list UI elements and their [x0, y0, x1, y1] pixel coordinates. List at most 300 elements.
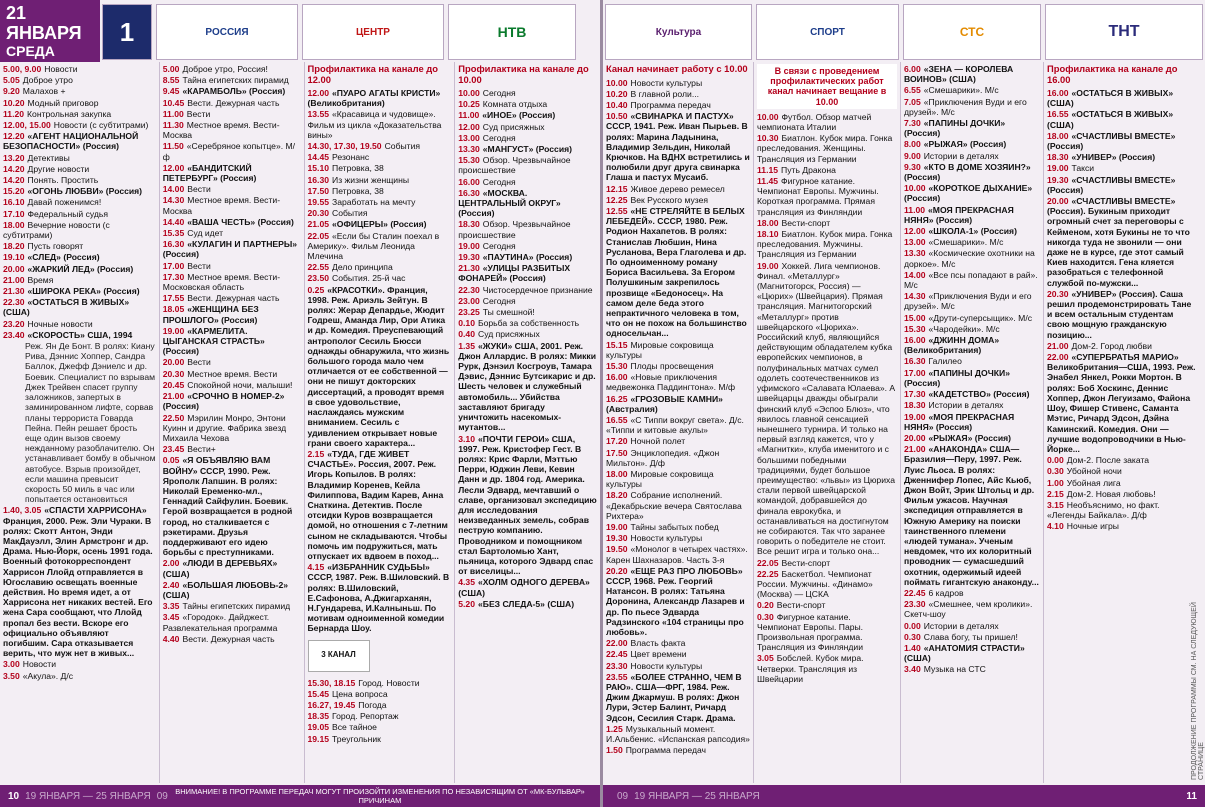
entry-title: «Городок». Дайджест. Развлекательная программа — [162, 612, 278, 633]
entry-title: Новости (с субтитрами) — [53, 120, 149, 131]
channel-logo-row-right — [603, 0, 1205, 62]
entry-time: 15.30 — [606, 360, 628, 371]
schedule-entry — [458, 263, 597, 283]
left-columns — [0, 62, 600, 783]
schedule-entry — [757, 653, 897, 684]
entry-time: 9.30 — [904, 161, 921, 172]
entry-time: 14.20 — [3, 175, 25, 186]
entry-time: 11.30 — [162, 120, 184, 131]
entry-title: Город. Новости — [358, 677, 420, 688]
schedule-entry — [1047, 489, 1197, 499]
schedule-entry — [3, 297, 156, 317]
schedule-entry — [606, 490, 750, 521]
entry-time: 2.15 — [1047, 488, 1064, 499]
col-kultura — [603, 62, 754, 783]
schedule-entry — [308, 186, 452, 196]
entry-time: 20.20 — [606, 565, 628, 576]
schedule-entry — [163, 612, 301, 632]
schedule-entry — [904, 400, 1040, 410]
schedule-entry — [904, 335, 1040, 355]
entry-title: «НЕ СТРЕЛЯЙТЕ В БЕЛЫХ ЛЕБЕДЕЙ». СССР, 1980. Реж. Родион Нахапетов. В ролях: Станислав Любшин, Нина Русланова, Вера Глаголева и др. По одноименному роману Бориса Васильева. За Егором Полушкиным закрепилось прозвище «Бедоносец». На самом деле беда этого непрактичного человека в том, что он не похож на большинство односельчан... — [606, 205, 747, 339]
entry-time: 23.20 — [3, 318, 25, 329]
schedule-entry — [458, 329, 597, 339]
left-footer-year: 09 — [156, 790, 168, 802]
entry-time: 18.30 — [1047, 152, 1069, 163]
entry-time: 23.25 — [458, 307, 480, 318]
entry-title: Из жизни женщины — [332, 174, 410, 185]
schedule-entry — [458, 88, 597, 98]
schedule-entry — [3, 86, 156, 96]
entry-title: Ночные игры — [1066, 521, 1119, 532]
continuation-note: ПРОДОЛЖЕНИЕ ПРОГРАММЫ СМ. НА СЛЕДУЮЩЕЙ СТРАНИЦЕ — [1191, 602, 1205, 780]
entry-title: Дом-2. Новая любовь! — [1066, 488, 1156, 499]
schedule-entry — [1047, 341, 1197, 351]
schedule-entry — [606, 638, 750, 648]
entry-title: «ШИРОКА РЕКА» (Россия) — [27, 286, 140, 297]
entry-title: «СКОРОСТЬ» США, 1994 — [27, 329, 133, 340]
entry-title: «ГРОЗОВЫЕ КАМНИ» (Австралия) — [606, 393, 723, 414]
schedule-entry — [308, 109, 452, 140]
schedule-entry — [458, 434, 597, 577]
entry-title: Вести-спорт — [781, 217, 831, 228]
entry-time: 0.20 — [757, 600, 774, 611]
left-footer-dates: 19 ЯНВАРЯ — 25 ЯНВАРЯ — [25, 790, 151, 802]
entry-title: Спокойной ночи, малыши! — [187, 379, 293, 390]
entry-time: 6.00 — [904, 64, 921, 74]
entry-title: «ЗЕНА — КОРОЛЕВА ВОИНОВ» (США) — [904, 64, 1014, 85]
entry-time: 3.40 — [904, 664, 921, 675]
entry-time: 16.55 — [1047, 109, 1069, 120]
entry-title: «МОЯ ПРЕКРАСНАЯ НЯНЯ» (Россия) — [904, 411, 1015, 432]
entry-time: 5.00 — [162, 64, 180, 74]
sport-logo: СПОРТ — [756, 4, 899, 60]
entry-time: 1.35 — [458, 340, 475, 351]
entry-time: 21.30 — [458, 263, 480, 274]
entry-title: «ВАША ЧЕСТЬ» (Россия) — [187, 216, 294, 227]
schedule-entry — [458, 285, 597, 295]
schedule-entry — [458, 241, 597, 251]
entry-time: 22.05 — [307, 230, 330, 241]
channel-logo-row — [0, 0, 600, 62]
entry-time: 10.20 — [3, 97, 25, 108]
schedule-entry — [3, 131, 156, 151]
entry-time: 17.00 — [904, 367, 926, 378]
entry-time: 13.55 — [307, 109, 330, 120]
schedule-entry — [606, 661, 750, 671]
entry-time: 12.00 — [904, 226, 926, 237]
entry-title: Доброе утро, Россия! — [182, 64, 268, 74]
schedule-entry — [1047, 163, 1197, 173]
entry-title: «Все псы попадают в рай». М/с — [904, 269, 1038, 291]
schedule-entry — [904, 588, 1040, 598]
schedule-entry — [904, 151, 1040, 161]
entry-title: Хоккей. Лига чемпионов. Финал. «Металлург» (Магнитогорск, Россия) — «Цюрих» (Швейцария). Прямая трансляция. Магнитогорский «Металлург» против швейцарского «Цюриха». Российский клуб, являющийся действующим обладателем кубка европейских чемпионов, в полуфинальных матчах сумел одолеть соотечественников из уфимского «Салавата Юлаева». А швейцарцы дважды обыграли финский клуб «Эспоо Блюз», что явилось главной сенсацией нынешнего турнира. И только на первый взгляд кажется, что у «Магнитки», клуба именитого и с большими победными традициями, будет большое преимущество: «львы» из Цюриха стали первой швейцарской командой, добравшейся до финала еврокубка, и останавливаться на достигнутом не собираются. Так что заранее говорить о победителе не стоит. Все решит игра и только она... — [757, 260, 896, 557]
schedule-entry — [904, 313, 1040, 323]
entry-title: Бобслей. Кубок мира. Четверки. Трансляция из Швейцарии — [757, 653, 864, 684]
schedule-entry — [904, 621, 1040, 631]
entry-title: «ОСТАТЬСЯ В ЖИВЫХ» (США) — [1047, 88, 1174, 109]
schedule-entry — [606, 111, 750, 182]
schedule-entry — [163, 184, 301, 194]
schedule-entry — [1047, 289, 1197, 340]
entry-title: Местное время. Вести-Москва — [162, 120, 280, 141]
entry-title: Город. Репортаж — [332, 711, 399, 722]
entry-title: Живое дерево ремесел — [630, 183, 725, 194]
entry-title: «ОГОНЬ ЛЮБВИ» (Россия) — [27, 186, 143, 197]
schedule-entry — [757, 229, 897, 260]
k3-logo: 3 КАНАЛ — [308, 640, 370, 672]
schedule-entry — [904, 237, 1040, 247]
entry-title: Новости культуры — [630, 77, 703, 88]
entry-title: 6 кадров — [928, 587, 964, 598]
schedule-entry — [1047, 478, 1197, 488]
entry-title: «СЧАСТЛИВЫ ВМЕСТЕ» (Россия) — [1047, 174, 1176, 195]
entry-title: Местное время. Вести — [187, 368, 278, 379]
entry-title: Фигурное катание. Чемпионат Европы. Пары. Произвольная программа. Трансляция из Финляндии — [757, 611, 864, 653]
schedule-entry — [3, 241, 156, 251]
schedule-entry — [308, 285, 452, 448]
entry-time: 1.00 — [1047, 477, 1064, 488]
entry-time: 15.10 — [307, 163, 330, 174]
schedule-entry — [3, 252, 156, 262]
entry-time: 13.30 — [904, 248, 926, 259]
schedule-entry — [458, 144, 597, 154]
entry-time: 13.00 — [458, 132, 480, 143]
entry-title: «ШКОЛА-1» (Россия) — [928, 226, 1017, 237]
entry-title: Суд присяжных — [482, 121, 545, 132]
russia-logo: РОССИЯ — [156, 4, 298, 60]
schedule-entry — [606, 78, 750, 88]
entry-title: Обзор. Чрезвычайное происшествие — [458, 219, 571, 240]
entry-title: Вести — [187, 260, 211, 271]
entry-time: 12.00 — [162, 162, 185, 173]
entry-time: 7.05 — [904, 96, 921, 107]
schedule-entry — [308, 208, 452, 218]
entry-time: 14.45 — [307, 152, 330, 163]
entry-title: «СЧАСТЛИВЫ ВМЕСТЕ» (Россия). Букиным приходит огромный счет за переговоры с Кейменом, хотя Букины не то что никогда туда не звонили — они даже не в курсе, где этот самый Киев находится. Гена кляется разобраться с телефонной службой по-мужски... — [1047, 196, 1190, 288]
entry-time: 23.45 — [162, 444, 185, 455]
entry-title: Резонанс — [332, 152, 370, 163]
schedule-entry — [163, 304, 301, 324]
schedule-entry — [904, 97, 1040, 117]
entry-time: 5.00, 9.00 — [3, 64, 42, 74]
ntv-logo: НТВ — [448, 4, 576, 60]
schedule-entry — [308, 88, 452, 108]
entry-time: 17.20 — [606, 436, 628, 447]
entry-title: «ОСТАТЬСЯ В ЖИВЫХ» (США) — [1047, 109, 1174, 130]
entry-title: «Смешнее, чем кролики». Скетч-шоу — [904, 599, 1033, 620]
entry-title: Сегодня — [482, 240, 516, 251]
schedule-entry — [3, 175, 156, 185]
entry-title: Истории в деталях — [923, 150, 999, 161]
entry-time: 12.55 — [606, 205, 628, 216]
schedule-entry — [308, 197, 452, 207]
entry-title: «УНИВЕР» (Россия) — [1071, 152, 1156, 163]
schedule-entry — [163, 163, 301, 183]
schedule-entry — [163, 239, 301, 259]
entry-title: Путь Дракона — [781, 164, 836, 175]
entry-title: «УНИВЕР» (Россия). Саша решил продемонстрировать Тане и всем остальным студентам свою мощную гражданскую позицию... — [1047, 288, 1192, 340]
entry-title: «ХОЛМ ОДНОГО ДЕРЕВА» (США) — [458, 577, 590, 598]
entry-time: 6.55 — [904, 85, 921, 96]
entry-title: Сегодня — [482, 88, 516, 98]
entry-time: 10.30 — [757, 133, 779, 144]
entry-title: Программа передач — [630, 99, 711, 110]
entry-title: «БОЛЕЕ СТРАННО, ЧЕМ В РАЮ». США—ФРГ, 1984. Реж. Джим Джармуш. В ролях: Джон Лури, Эстер Балинт, Ричард Эдсон, Сесилия Старк. Драма. — [606, 671, 742, 723]
entry-title: Реж. Ян Де Бонт. В ролях: Киану Рива, Дэннис Хоппер, Сандра Баллок, Джефф Дэниелс и др. Боевик. Специалист по взрывам Джек Трейвен спасет группу заложников, запертых в заминированном лифте, сорвав планы террориста Говарда Пейна. Пейн решает брость еще один вызов своему нежданному разоблачителю. Он устанавливает бомбу в обычном автобусе. Взрыв произойдет, если машина превысит скорость 50 миль в час или попытается остановиться — [25, 341, 156, 505]
entry-time: 8.55 — [162, 75, 180, 86]
entry-time: 20.45 — [162, 379, 185, 390]
entry-time: 22.50 — [162, 412, 185, 423]
schedule-entry — [3, 186, 156, 196]
entry-time: 1.40 — [904, 642, 921, 653]
entry-title: «Приключения Вуди и его друзей». М/с — [904, 291, 1032, 312]
schedule-entry — [606, 672, 750, 723]
right-footer-year: 09 — [617, 790, 629, 802]
schedule-entry — [904, 64, 1040, 84]
entry-title: «АНАКОНДА» США—Бразилия—Перу, 1997. Реж. Луис Льоса. В ролях: Дженнифер Лопес, Айс Кьюб, Джон Войт, Эрик Штольц и др. Фильм ужасов. Научная экспедиция отправляется в Южную Америку на поиски таинственного племени «людей тумана». Ученым невдомек, что их колоритный проводник — сумасшедший охотник, одержимый идеей поймать гигантскую анаконду... — [904, 444, 1039, 587]
tvc-header: Профилактика на канале до 12.00 — [307, 63, 438, 85]
entry-time: 16.55 — [606, 415, 628, 425]
entry-time: 5.05 — [3, 75, 20, 86]
entry-title: Вести. Дежурная часть — [182, 633, 275, 644]
schedule-entry — [904, 270, 1040, 290]
entry-title: «Приключения Вуди и его друзей». М/с — [904, 96, 1027, 117]
schedule-entry — [163, 120, 301, 140]
entry-time: 0.05 — [162, 455, 180, 466]
entry-time: 15.35 — [162, 228, 185, 239]
entry-title: Собрание исполнений. «Декабрьские вечера Святослава Рихтера» — [606, 490, 742, 521]
schedule-entry — [458, 177, 597, 187]
right-columns — [603, 62, 1205, 783]
schedule-entry — [3, 275, 156, 285]
schedule-entry — [904, 291, 1040, 311]
entry-title: Давай поженимся! — [27, 197, 102, 208]
schedule-entry — [308, 231, 452, 262]
sport-header: В связи с проведением профилактических работ канал начинает вещание в 10.00 — [757, 64, 897, 109]
entry-title: Век Русского музея — [630, 194, 709, 205]
schedule-entry — [1047, 466, 1197, 476]
tvc-logo: ЦЕНТР — [302, 4, 444, 60]
entry-time: 20.30 — [162, 368, 185, 379]
entry-title: Вести — [186, 108, 211, 119]
schedule-entry — [163, 580, 301, 600]
kultura-header: Канал начинает работу с 10.00 — [606, 63, 748, 74]
entry-title: Мировые сокровища культуры — [606, 339, 714, 360]
schedule-entry — [904, 433, 1040, 443]
entry-time: 2.40 — [162, 579, 180, 590]
schedule-entry — [757, 218, 897, 228]
schedule-entry — [163, 558, 301, 578]
entry-time: 10.00 — [606, 77, 628, 88]
entry-title: Петровка, 38 — [332, 163, 384, 174]
entry-time: 10.00 — [904, 183, 926, 194]
schedule-entry — [458, 110, 597, 120]
entry-time: 0.00 — [1047, 455, 1064, 466]
entry-time: 15.30 — [458, 155, 480, 166]
schedule-entry — [606, 394, 750, 414]
schedule-entry — [3, 220, 156, 240]
col-tnt — [1044, 62, 1200, 783]
schedule-entry — [163, 326, 301, 357]
ntv-header: Профилактика на канале до 10.00 — [458, 63, 589, 85]
entry-time: 15.30 — [904, 323, 926, 334]
entry-time: 0.30 — [904, 631, 921, 642]
schedule-entry — [163, 444, 301, 454]
entry-time: 17.55 — [162, 293, 185, 304]
schedule-entry — [904, 139, 1040, 149]
entry-title: Модный приговор — [27, 97, 99, 108]
entry-time: 23.55 — [606, 671, 628, 682]
entry-time: 19.05 — [307, 722, 330, 733]
schedule-entry — [3, 671, 156, 681]
date-box — [0, 0, 100, 62]
entry-title: Вести. Дежурная часть — [187, 293, 280, 304]
entry-title: Истории в деталях — [923, 620, 999, 631]
entry-time: 18.20 — [606, 490, 628, 501]
entry-time: 16.00 — [904, 335, 926, 346]
entry-title: Вечерние новости (с субтитрами) — [3, 219, 110, 241]
entry-time: 16.27, 19.45 — [307, 699, 356, 710]
schedule-entry — [757, 176, 897, 217]
schedule-entry — [163, 261, 301, 271]
schedule-entry — [1047, 521, 1197, 531]
entry-title: «АГЕНТ НАЦИОНАЛЬНОЙ БЕЗОПАСНОСТИ» (Россия) — [3, 131, 139, 152]
schedule-entry — [163, 64, 301, 74]
entry-title: «Монолог в четырех частях». Карен Шахназаров. Часть 3-я — [606, 544, 748, 565]
entry-title: Время — [27, 274, 54, 285]
entry-title: События. 25-й час — [332, 273, 406, 284]
schedule-entry — [308, 562, 452, 633]
schedule-entry — [308, 678, 452, 688]
schedule-entry — [904, 356, 1040, 366]
entry-time: 13.30 — [458, 144, 480, 155]
entry-time: 19.00 — [904, 411, 926, 422]
schedule-entry — [308, 711, 452, 721]
kultura-logo: Культура — [605, 4, 752, 60]
entry-title: Новости культуры — [630, 660, 703, 671]
entry-title: «ЕЩЕ РАЗ ПРО ЛЮБОВЬ» СССР, 1968. Реж. Георгий Натансон. В ролях: Татьяна Доронина, Александр Лазарев и др. По пьесе Эдварда Радзинского «104 страницы про любовь». — [606, 565, 745, 638]
entry-title: Такси — [1071, 163, 1095, 174]
sts-logo: СТС — [903, 4, 1041, 60]
entry-title: Программа передач — [625, 745, 707, 756]
entry-title: Другие новости — [27, 163, 90, 174]
entry-time: 19.50 — [606, 544, 628, 555]
entry-time: 10.45 — [162, 97, 185, 108]
schedule-entry — [458, 133, 597, 143]
schedule-entry — [458, 188, 597, 219]
entry-time: 11.00 — [458, 110, 480, 121]
entry-title: Футбол. Обзор матчей чемпионата Италии — [757, 111, 872, 133]
schedule-entry — [3, 120, 156, 130]
schedule-entry — [904, 324, 1040, 334]
entry-time: 7.30 — [904, 118, 921, 129]
entry-time: 10.40 — [606, 99, 628, 110]
entry-time: 17.30 — [162, 271, 185, 282]
schedule-entry — [308, 689, 452, 699]
entry-time: 1.40, 3.05 — [3, 505, 42, 516]
entry-title: Энциклопедия. «Джон Мильтон». Д/ф — [606, 447, 720, 468]
entry-title: Погода — [358, 699, 387, 710]
schedule-entry — [904, 183, 1040, 203]
entry-time: 20.00 — [162, 357, 185, 368]
entry-title: «КТО В ДОМЕ ХОЗЯИН?» (Россия) — [904, 161, 1031, 183]
entry-title: Плоды просвещения — [630, 360, 714, 371]
entry-title: Комната отдыха — [482, 99, 548, 110]
entry-time: 11.00 — [904, 204, 926, 215]
entry-time: 18.10 — [757, 229, 779, 240]
schedule-entry — [308, 734, 452, 744]
entry-time: 18.00 — [757, 217, 779, 228]
entry-time: 0.30 — [1047, 466, 1064, 477]
entry-time: 19.00 — [606, 522, 628, 533]
entry-time: 12.00, 15.00 — [3, 120, 51, 131]
entry-title: «Красавица и чудовище». Фильм из цикла «Доказательства вины» — [307, 109, 442, 140]
entry-time: 11.20 — [3, 108, 25, 119]
schedule-entry — [3, 164, 156, 174]
entry-title: «КОРОТКОЕ ДЫХАНИЕ» (Россия) — [904, 183, 1033, 204]
entry-title: «СРОЧНО В НОМЕР-2» (Россия) — [162, 391, 285, 412]
schedule-entry — [163, 217, 301, 227]
entry-time: 19.30 — [458, 252, 480, 263]
entry-time: 16.30 — [904, 356, 926, 367]
entry-time: 10.00 — [458, 88, 480, 98]
entry-time: 0.00 — [904, 620, 921, 631]
schedule-entry — [3, 659, 156, 669]
entry-time: 23.00 — [458, 295, 480, 306]
entry-title: «Новые приключения медвежонка Паддингтона». М/ф — [606, 372, 736, 393]
entry-time: 15.45 — [307, 688, 330, 699]
schedule-entry — [3, 330, 156, 340]
entry-time: 11.00 — [162, 108, 184, 119]
entry-time: 18.00 — [3, 219, 25, 230]
schedule-entry — [308, 152, 452, 162]
entry-title: Слава богу, ты пришел! — [923, 631, 1018, 642]
entry-time: 12.00 — [307, 88, 330, 98]
schedule-entry — [606, 340, 750, 360]
entry-title: «ЖАРКИЙ ЛЕД» (Россия) — [27, 263, 134, 274]
schedule-entry — [163, 141, 301, 161]
schedule-entry — [606, 436, 750, 446]
entry-title: Баскетбол. Чемпионат России. Мужчины. «Динамо» (Москва) — ЦСКА — [757, 568, 873, 600]
entry-time: 9.45 — [162, 86, 180, 97]
entry-time: 21.00 — [1047, 340, 1069, 351]
schedule-entry — [606, 724, 750, 744]
entry-time: 15.30, 18.15 — [307, 677, 356, 688]
schedule-entry — [606, 206, 750, 339]
right-page-number: 11 — [1186, 790, 1197, 802]
schedule-entry — [606, 100, 750, 110]
entry-title: Местное время. Вести-Московская область — [162, 271, 281, 293]
entry-title: «АНАТОМИЯ СТРАСТИ» (США) — [904, 642, 1025, 664]
entry-time: 20.00 — [1047, 196, 1069, 207]
entry-time: 14.40 — [162, 216, 185, 227]
entry-title: «ИНОЕ» (Россия) — [482, 110, 556, 121]
entry-time: 18.20 — [3, 241, 25, 252]
date-weekday: СРЕДА — [6, 43, 55, 59]
entry-title: Биатлон. Кубок мира. Гонка преследования. Женщины. Трансляция из Германии — [757, 133, 893, 164]
schedule-entry — [904, 248, 1040, 268]
entry-title: «С Типпи вокруг света». Д/с. «Типпи и китовые акулы» — [606, 415, 744, 436]
entry-time: 9.20 — [3, 86, 20, 97]
entry-title: «КРАСОТКИ». Франция, 1998. Реж. Ариэль Зейтун. В ролях: Жерар Депардье, Жюдит Годреш, Аманда Лир, Ори Атика и др. Комедия. Преуспевающий антрополог Сесиль Бюсси однажды обнаружила, что жизнь большого города мало чем отличается от ее собственной — они не пишут докторских диссертаций, а проводят время в свое удовольствие, наслаждаясь мужским вниманием. Сесиль с удивлением открывает новые грани своего характера... — [307, 284, 450, 448]
col-ntv — [455, 62, 600, 783]
entry-time: 16.30 — [458, 187, 480, 198]
entry-time: 11.50 — [162, 141, 184, 152]
entry-time: 19.15 — [307, 733, 330, 744]
entry-time: 20.30 — [1047, 288, 1069, 299]
entry-title: Тайна египетских пирамид — [182, 75, 289, 86]
